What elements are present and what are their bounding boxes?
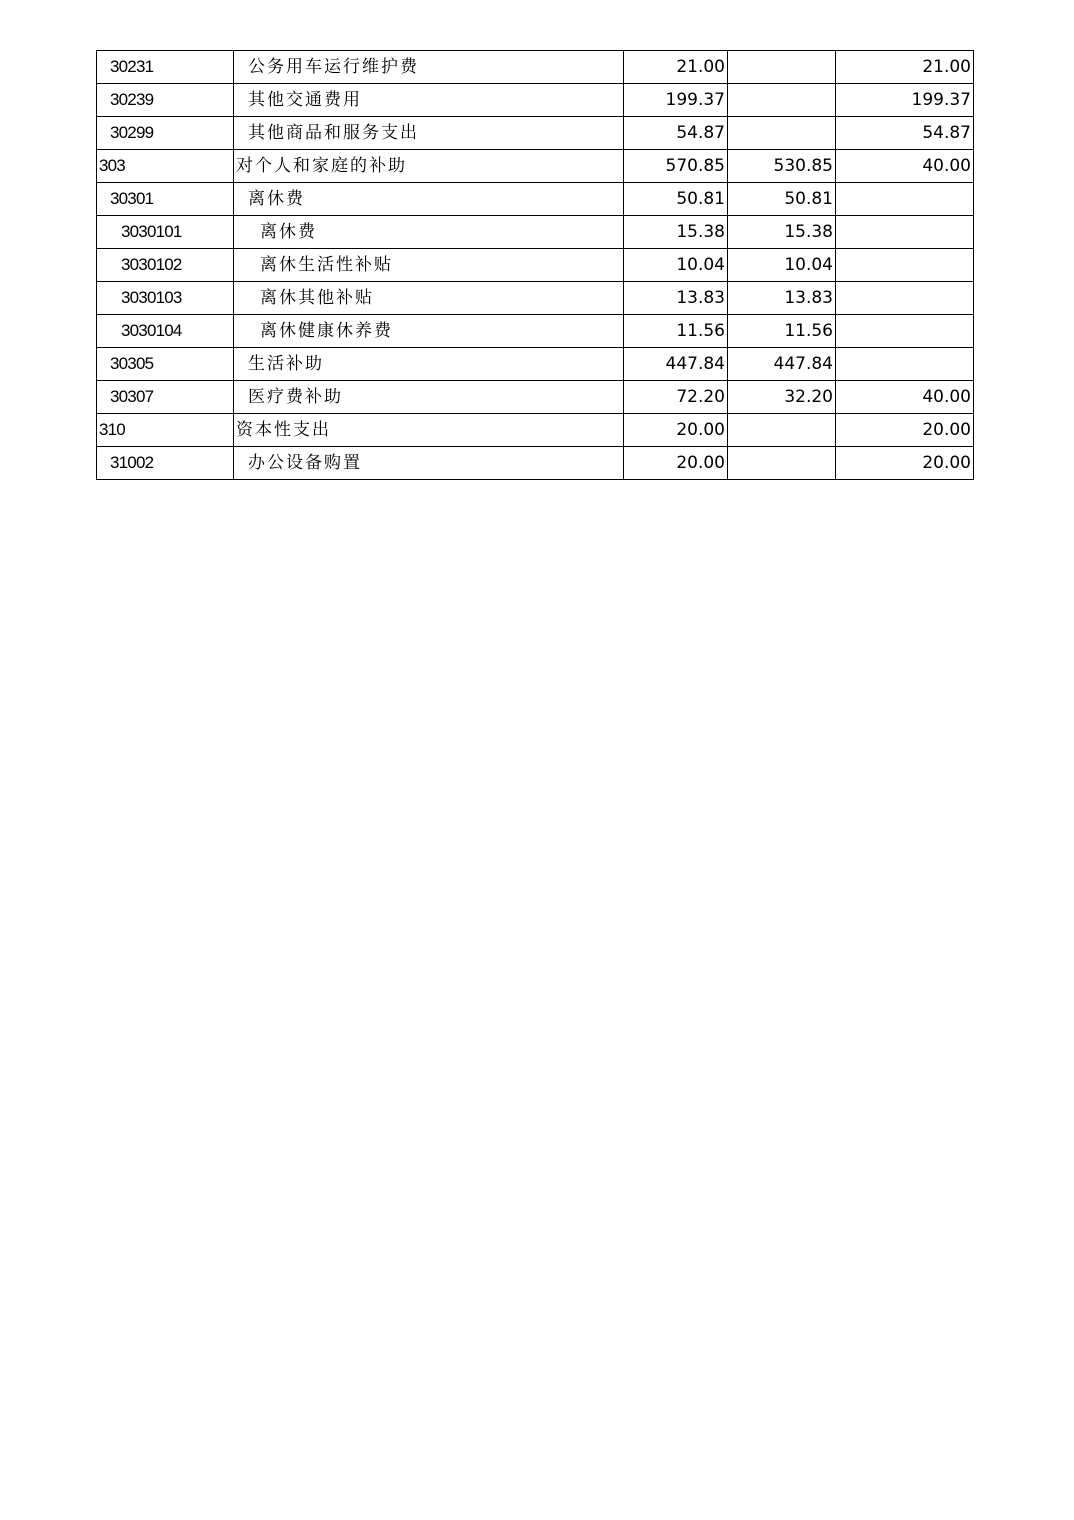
row-total: 447.84 <box>624 348 728 381</box>
row-name: 其他交通费用 <box>234 84 624 117</box>
row-project <box>836 249 974 282</box>
row-basic: 10.04 <box>728 249 836 282</box>
row-total: 570.85 <box>624 150 728 183</box>
row-project: 20.00 <box>836 447 974 480</box>
row-project: 21.00 <box>836 51 974 84</box>
row-code: 30301 <box>97 183 234 216</box>
row-code: 30299 <box>97 117 234 150</box>
row-name: 离休其他补贴 <box>234 282 624 315</box>
table-row <box>97 150 974 183</box>
row-code: 3030101 <box>97 216 234 249</box>
table-row <box>97 381 974 414</box>
row-total: 20.00 <box>624 447 728 480</box>
row-project <box>836 348 974 381</box>
row-code: 30307 <box>97 381 234 414</box>
row-project <box>836 282 974 315</box>
row-project <box>836 315 974 348</box>
row-name: 离休费 <box>234 216 624 249</box>
row-basic: 447.84 <box>728 348 836 381</box>
table-row <box>97 117 974 150</box>
row-total: 11.56 <box>624 315 728 348</box>
row-total: 54.87 <box>624 117 728 150</box>
row-name: 生活补助 <box>234 348 624 381</box>
row-code: 3030104 <box>97 315 234 348</box>
table-row <box>97 216 974 249</box>
row-code: 303 <box>97 150 234 183</box>
table-row <box>97 51 974 84</box>
row-project: 54.87 <box>836 117 974 150</box>
table-row <box>97 348 974 381</box>
row-basic: 530.85 <box>728 150 836 183</box>
row-name: 医疗费补助 <box>234 381 624 414</box>
row-total: 50.81 <box>624 183 728 216</box>
row-total: 10.04 <box>624 249 728 282</box>
row-basic: 13.83 <box>728 282 836 315</box>
row-code: 30305 <box>97 348 234 381</box>
table-row <box>97 414 974 447</box>
row-total: 20.00 <box>624 414 728 447</box>
row-name: 资本性支出 <box>234 414 624 447</box>
row-total: 72.20 <box>624 381 728 414</box>
row-basic <box>728 117 836 150</box>
row-basic: 11.56 <box>728 315 836 348</box>
row-project <box>836 216 974 249</box>
row-basic <box>728 414 836 447</box>
row-code: 31002 <box>97 447 234 480</box>
table-row <box>97 84 974 117</box>
row-basic <box>728 84 836 117</box>
row-code: 310 <box>97 414 234 447</box>
row-code: 3030103 <box>97 282 234 315</box>
row-code: 30239 <box>97 84 234 117</box>
table-row <box>97 183 974 216</box>
row-name: 办公设备购置 <box>234 447 624 480</box>
row-name: 公务用车运行维护费 <box>234 51 624 84</box>
row-name: 离休健康休养费 <box>234 315 624 348</box>
row-total: 199.37 <box>624 84 728 117</box>
row-basic <box>728 51 836 84</box>
expenditure-table <box>96 50 974 480</box>
row-total: 13.83 <box>624 282 728 315</box>
table-row <box>97 447 974 480</box>
row-basic: 15.38 <box>728 216 836 249</box>
row-total: 15.38 <box>624 216 728 249</box>
row-basic: 32.20 <box>728 381 836 414</box>
row-name: 其他商品和服务支出 <box>234 117 624 150</box>
row-project: 199.37 <box>836 84 974 117</box>
row-code: 3030102 <box>97 249 234 282</box>
row-project: 40.00 <box>836 381 974 414</box>
row-code: 30231 <box>97 51 234 84</box>
row-project: 20.00 <box>836 414 974 447</box>
row-basic: 50.81 <box>728 183 836 216</box>
table-row <box>97 249 974 282</box>
row-project: 40.00 <box>836 150 974 183</box>
row-project <box>836 183 974 216</box>
row-name: 离休费 <box>234 183 624 216</box>
row-basic <box>728 447 836 480</box>
table-row <box>97 315 974 348</box>
row-name: 离休生活性补贴 <box>234 249 624 282</box>
table-row <box>97 282 974 315</box>
row-name: 对个人和家庭的补助 <box>234 150 624 183</box>
row-total: 21.00 <box>624 51 728 84</box>
